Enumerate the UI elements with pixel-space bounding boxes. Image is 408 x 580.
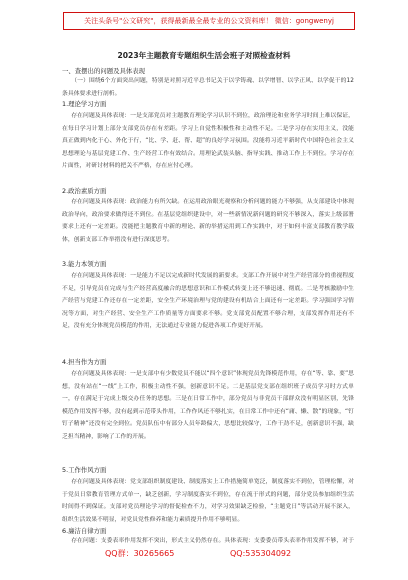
integrity-paragraph: 存在问题：支委表率作用发挥不突出，形式主义仍然存在。具体表现：支委委员带头表率作用发挥不够，对于	[71, 538, 354, 544]
ability-paragraph: 存在问题及具体表现：一是能力不足以完成新时代发展的新要求。支部工作开展中对生产经营部分的重视程度不足，引导党员在完成与生产经营高度融合的思想意识和工作模式转变上还不够迅速、彻底。二是考核激励中生产经营与党建工作还存在一定差距，安全生产环境治理与党的建设有机结合上面还有一定差距。学习强国学习情况等方面，对生产经营、安全生产工作质量等方面要求不够。党支部党员配置不够合理，支部发挥作用还有不足，没有充分体现党员模范的作用，无法通过专业能力促进各项工作更好开展。	[62, 273, 354, 329]
section-heading-responsibility: 4.担当作为方面	[62, 358, 107, 366]
section-heading-politics: 2.政治素质方面	[62, 187, 107, 195]
document-title: 2023年主题教育专题组织生活会班子对照检查材料	[117, 51, 291, 60]
politics-paragraph: 存在问题及具体表现：政治能力有所欠缺。在运用政治眼光观察和分析问题的能力不够强，从支部建设中体现政治导向，政治要求做得还不到位。在基层党组织建设中，对一些新情况新问题的研究不够深入，落实上级部署要求上还有一定差距。没能把主题教育中新的理论、新的举措运用到工作实践中，对于如何丰富支部教育教学载体，创新支部工作举措没有进行深度思考。	[62, 199, 354, 243]
qq-group-number: QQ群：30265665	[105, 549, 175, 558]
section-heading-workstyle: 5.工作作风方面	[62, 466, 107, 474]
intro-paragraph: （一）围绕6个方面突出问题，特别是对照习近平总书记关于以学铸魂、以学增智、以学正风、以学促干的12条具体要求进行剖析。	[62, 78, 354, 97]
promo-banner: 关注头条号"公文研究"，获得最新最全最专业的公文资料库！ 微信：gongwenyj	[63, 12, 355, 30]
section-heading-ability: 3.能力本领方面	[62, 260, 107, 268]
section-heading-intro: 一、查摆出的问题及具体表现	[62, 67, 146, 75]
footer-contact	[0, 547, 408, 561]
workstyle-paragraph: 存在问题及具体表现：党支部组织制度建设、制度落实上工作措施简单宽泛，制度落实不到位，管理松懈，对于党员日常教育管理方式单一，缺乏创新，学习制度落实不到位，存在流于形式的问题，部分党员参加组织生活时间得不到保证。支部对党员理论学习的督促检查不力，对学习效果缺乏检验，“主题党日”等活动开展不深入，组织生活效果不明显，对党员党性修养和能力素质提升作用不够明显。	[62, 479, 354, 523]
theory-paragraph: 存在问题及具体表现：一是支部党员对主题教育理论学习认识不到位，政治理论和业务学习时间上难以保证，在每日学习计划上部分支部党员存在有差距。学习上自觉性积极性和主动性不足。二是学习存在实用主义，没能真正做到内化于心、外化于行，“比、学、赶、帮、超”的良好学习氛围。没能将习近平新时代中国特色社会主义思想理论与基层党建工作、生产经营工作有效结合。用理论武装头脑、指导实践、推动工作上不到位。学习存在片面性，对研讨材料的把关不严格，存在应付心理。	[62, 113, 354, 169]
section-heading-integrity: 6.廉洁自律方面	[62, 527, 107, 535]
responsibility-paragraph: 存在问题及具体表现：一是支部中有少数党员不能以“四个意识”体现党员先锋模范作用，存在“等、靠、要”思想，没有站在“一线”上工作，积极主动性不强，创新意识不足。二是基层党支部在组织班子成员学习时方式单一，存在满足于完成上级交办任务的思想。三是在日常工作中，部分党员与非党员干部群众没有明显区别，先锋模范作用发挥不够，没有起到示范带头作用，工作作风还不够扎实，在日常工作中还有“庸、懒、散”的现象，“钉钉子精神”还没有完全到位。党员队伍中有部分人员年龄偏大，思想比较保守，工作干劲不足，创新意识不强，缺乏担当精神，影响了工作的开展。	[62, 371, 354, 440]
qq-contact-number: QQ:535304092	[230, 549, 292, 558]
section-heading-theory: 1.理论学习方面	[62, 100, 107, 108]
